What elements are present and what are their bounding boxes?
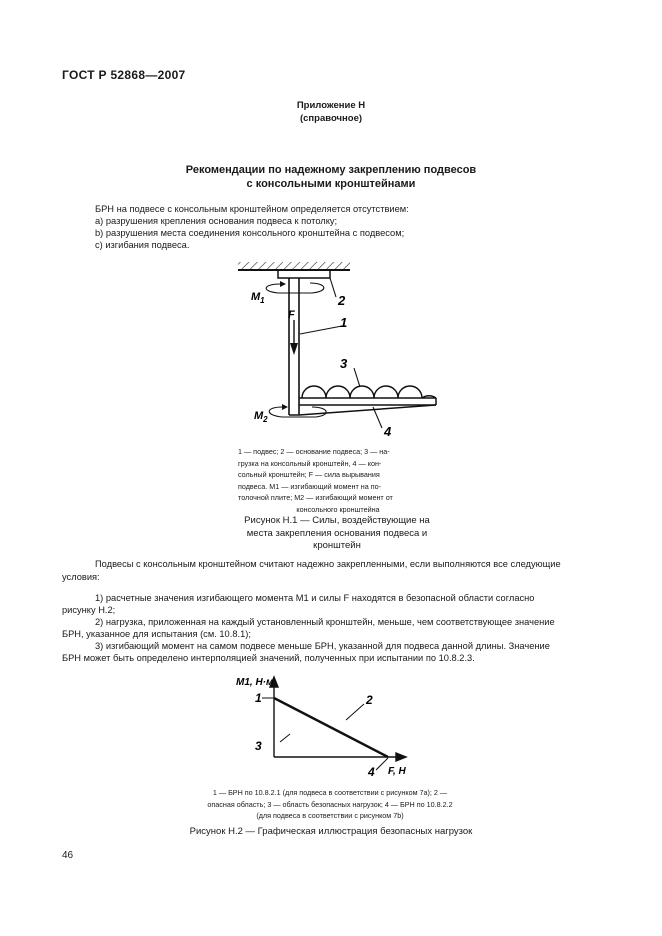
force-f-arrow bbox=[290, 320, 298, 355]
label-2: 2 bbox=[366, 693, 373, 707]
intro-item-a: a) разрушения крепления основания подвеса к потолку; bbox=[95, 216, 338, 226]
legend-line: толочной плите; M2 — изгибающий момент от bbox=[238, 493, 393, 502]
legend-line: подвеса. M1 — изгибающий момент на по- bbox=[238, 481, 382, 491]
label-2: 2 bbox=[338, 293, 346, 308]
condition-2-line1: 2) нагрузка, приложенная на каждый установленный кронштейн, меньше, чем соответствующее значение bbox=[95, 617, 555, 627]
moment-m1-arrow bbox=[266, 283, 324, 293]
intro-item-b: b) разрушения места соединения консольного кронштейна с подвесом; bbox=[95, 228, 405, 238]
figure-h1-legend bbox=[238, 446, 438, 515]
label-m1: $M_1$ bbox=[251, 291, 265, 305]
y-axis-label: M1, Н·м bbox=[236, 677, 274, 688]
figure-h2-caption: Рисунок Н.2 — Графическая иллюстрация безопасных нагрузок bbox=[189, 826, 473, 837]
x-axis-label: F, Н bbox=[388, 766, 406, 777]
label-1: 1 bbox=[340, 315, 348, 330]
figure-h1-diagram bbox=[230, 255, 450, 445]
condition-1-line1: 1) расчетные значения изгибающего момента M1 и силы F находятся в безопасной области согласно bbox=[95, 593, 535, 603]
condition-2-line2: БРН, указанное для испытания (см. 10.8.1); bbox=[62, 629, 251, 639]
caption-line: кронштейн bbox=[313, 540, 361, 551]
bracket-load bbox=[302, 386, 436, 398]
page-number: 46 bbox=[62, 850, 74, 861]
figure-h2-legend bbox=[175, 787, 485, 822]
cantilever-bracket bbox=[289, 398, 436, 415]
conditions-lead-1: Подвесы с консольным кронштейном считают надежно закрепленными, если выполняются все следующие bbox=[95, 559, 561, 569]
label-3: 3 bbox=[340, 356, 348, 371]
legend-line: (для подвеса в соответствии с рисунком 7b) bbox=[256, 811, 404, 820]
legend-line: консольного кронштейна bbox=[296, 504, 380, 514]
label-3: 3 bbox=[255, 739, 262, 753]
legend-line: грузка на консольный кронштейн, 4 — кон- bbox=[238, 458, 382, 468]
legend-line: 1 — подвес; 2 — основание подвеса; 3 — на- bbox=[238, 447, 390, 456]
condition-1-line2: рисунку Н.2; bbox=[62, 605, 116, 615]
hanger-base bbox=[278, 270, 330, 278]
legend-line: опасная область; 3 — область безопасных нагрузок; 4 — БРН по 10.8.2.2 bbox=[207, 799, 453, 809]
section-title-line1: Рекомендации по надежному закреплению подвесов bbox=[185, 164, 477, 176]
conditions-lead-2: условия: bbox=[62, 572, 100, 582]
legend-line: 1 — БРН по 10.8.2.1 (для подвеса в соответствии с рисунком 7a); 2 — bbox=[212, 788, 448, 797]
label-4: 4 bbox=[384, 424, 392, 439]
ceiling-plate bbox=[238, 262, 350, 270]
condition-3-line2: БРН может быть определено интерполяцией значений, полученных при испытании по 10.8.2.3. bbox=[62, 653, 475, 663]
label-1: 1 bbox=[255, 691, 262, 705]
figure-h1-caption bbox=[222, 515, 452, 553]
legend-line: сольный кронштейн; F — сила вырывания bbox=[238, 470, 380, 479]
figure-h2-diagram bbox=[230, 670, 420, 780]
label-f: F bbox=[288, 309, 295, 321]
appendix-title: Приложение Н bbox=[296, 100, 366, 111]
label-4: 4 bbox=[368, 765, 375, 779]
caption-line: места закрепления основания подвеса и bbox=[246, 527, 428, 539]
intro-item-c: c) изгибания подвеса. bbox=[95, 240, 190, 250]
document-header: ГОСТ Р 52868—2007 bbox=[62, 68, 186, 82]
label-m2: $M_2$ bbox=[254, 410, 268, 424]
condition-3-line1: 3) изгибающий момент на самом подвесе меньше БРН, указанной для подвеса данной длины. Значение bbox=[95, 641, 550, 651]
section-title-line2: с консольными кронштейнами bbox=[246, 178, 416, 190]
caption-line: Рисунок Н.1 — Силы, воздействующие на bbox=[244, 515, 430, 526]
appendix-type: (справочное) bbox=[299, 113, 363, 124]
figure-h2-axes bbox=[270, 677, 406, 761]
intro-lead: БРН на подвесе с консольным кронштейном определяется отсутствием: bbox=[95, 204, 409, 214]
